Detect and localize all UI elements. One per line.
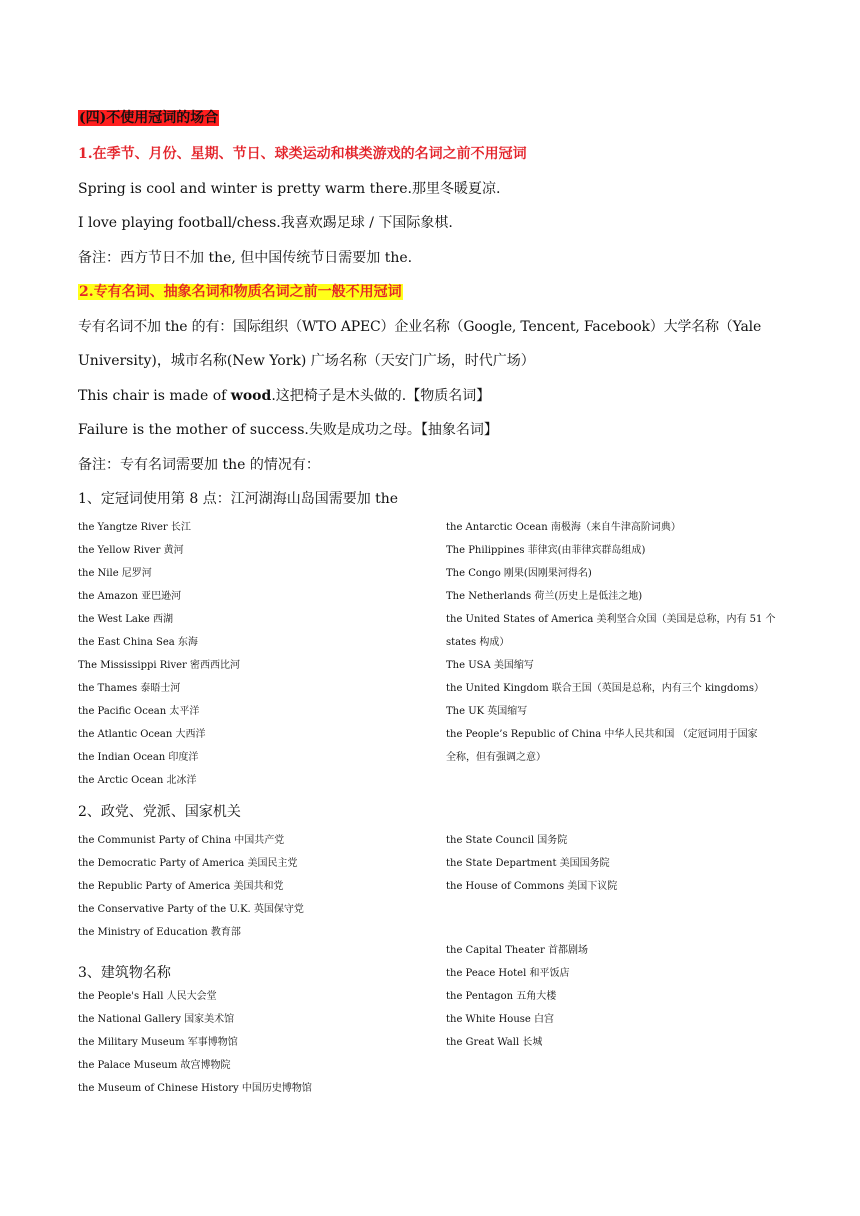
list-item: The USA 美国缩写 xyxy=(446,660,534,671)
rule1-note: 备注：西方节日不加 the, 但中国传统节日需要加 the. xyxy=(78,250,413,266)
list-item: the Amazon 亚巴逊河 xyxy=(78,591,182,602)
list-item: The Philippines 菲律宾(由菲律宾群岛组成) xyxy=(446,545,646,556)
list-item: the People's Hall 人民大会堂 xyxy=(78,991,217,1002)
list-item: the House of Commons 美国下议院 xyxy=(446,881,618,892)
list-item: the Pentagon 五角大楼 xyxy=(446,991,557,1002)
example-text-pre: This chair is made of xyxy=(78,388,231,404)
rule1-example-1: Spring is cool and winter is pretty warm there.那里冬暖夏凉. xyxy=(78,181,501,197)
rule2-paragraph-line2: University)，城市名称(New York) 广场名称（天安门广场，时代广场） xyxy=(78,353,535,369)
list-item: the Great Wall 长城 xyxy=(446,1037,543,1048)
list-item: the Arctic Ocean 北冰洋 xyxy=(78,775,197,786)
rule1-title: 1.在季节、月份、星期、节日、球类运动和棋类游戏的名词之前不用冠词 xyxy=(78,146,527,162)
list-item: The Congo 刚果(因刚果河得名) xyxy=(446,568,592,579)
rule2-heading xyxy=(78,282,403,302)
rule2-example-2: Failure is the mother of success.失败是成功之母。【抽象名词】 xyxy=(78,422,498,438)
list-item: the Nile 尼罗河 xyxy=(78,568,152,579)
list-item: the Indian Ocean 印度洋 xyxy=(78,752,199,763)
list-item: the White House 白宫 xyxy=(446,1014,554,1025)
list-item: the Peace Hotel 和平饭店 xyxy=(446,968,570,979)
rule2-note: 备注：专有名词需要加 the 的情况有： xyxy=(78,457,320,473)
list-item: the People’s Republic of China 中华人民共和国 （定冠词用于国家 xyxy=(446,729,758,740)
section-heading xyxy=(78,108,219,128)
list-item: The Netherlands 荷兰(历史上是低洼之地) xyxy=(446,591,643,602)
list-item: the East China Sea 东海 xyxy=(78,637,198,648)
rule2-title: 2.专有名词、抽象名词和物质名词之前一般不用冠词 xyxy=(79,284,402,300)
heading-no-article: (四)不使用冠词的场合 xyxy=(79,110,219,126)
list3-right xyxy=(446,939,588,1054)
list-item: the Palace Museum 故宫博物院 xyxy=(78,1060,231,1071)
list-item: the Conservative Party of the U.K. 英国保守党 xyxy=(78,904,304,915)
list2-left xyxy=(78,829,304,944)
list-item: the Republic Party of America 美国共和党 xyxy=(78,881,284,892)
list-item: the Yellow River 黄河 xyxy=(78,545,184,556)
list-item: the Thames 泰晤士河 xyxy=(78,683,181,694)
list-item: the Military Museum 军事博物馆 xyxy=(78,1037,238,1048)
example-text-post: .这把椅子是木头做的.【物质名词】 xyxy=(271,388,491,404)
list-item: the State Department 美国国务院 xyxy=(446,858,610,869)
subsection-3-title: 3、建筑物名称 xyxy=(78,965,171,981)
list2-right xyxy=(446,829,617,898)
rule2-example-1 xyxy=(78,386,490,406)
list-item: the State Council 国务院 xyxy=(446,835,568,846)
list-item: the Museum of Chinese History 中国历史博物馆 xyxy=(78,1083,312,1094)
list-item: the West Lake 西湖 xyxy=(78,614,174,625)
subsection-1-title: 1、定冠词使用第 8 点：江河湖海山岛国需要加 the xyxy=(78,491,399,507)
list-item: the United States of America 美利坚合众国（美国是总称，内有 51 个 xyxy=(446,614,776,625)
list-item: the United Kingdom 联合王国（英国是总称，内有三个 kingdoms） xyxy=(446,683,765,694)
subsection-2-title: 2、政党、党派、国家机关 xyxy=(78,804,241,820)
list1-left xyxy=(78,516,240,792)
list-item: the Ministry of Education 教育部 xyxy=(78,927,241,938)
list-item: The Mississippi River 密西西比河 xyxy=(78,660,241,671)
rule1-example-2: I love playing football/chess.我喜欢踢足球 / 下国际象棋. xyxy=(78,215,453,231)
list1-right xyxy=(446,516,776,769)
list-item: the Yangtze River 长江 xyxy=(78,522,191,533)
list-item: the Antarctic Ocean 南极海（来自牛津高阶词典） xyxy=(446,522,681,533)
list-item: the Democratic Party of America 美国民主党 xyxy=(78,858,298,869)
list-item: the Pacific Ocean 太平洋 xyxy=(78,706,200,717)
list-item: the Communist Party of China 中国共产党 xyxy=(78,835,285,846)
example-bold-word: wood xyxy=(230,388,272,404)
list-item: The UK 英国缩写 xyxy=(446,706,528,717)
list-item: the Capital Theater 首都剧场 xyxy=(446,945,589,956)
list-item: the Atlantic Ocean 大西洋 xyxy=(78,729,206,740)
list-item: states 构成） xyxy=(446,637,510,648)
list-item: 全称，但有强调之意） xyxy=(446,752,546,763)
list-item: the National Gallery 国家美术馆 xyxy=(78,1014,235,1025)
list3-left xyxy=(78,985,312,1100)
rule2-paragraph-line1: 专有名词不加 the 的有：国际组织（WTO APEC）企业名称（Google, Tencent, Facebook）大学名称（Yale xyxy=(78,319,762,335)
